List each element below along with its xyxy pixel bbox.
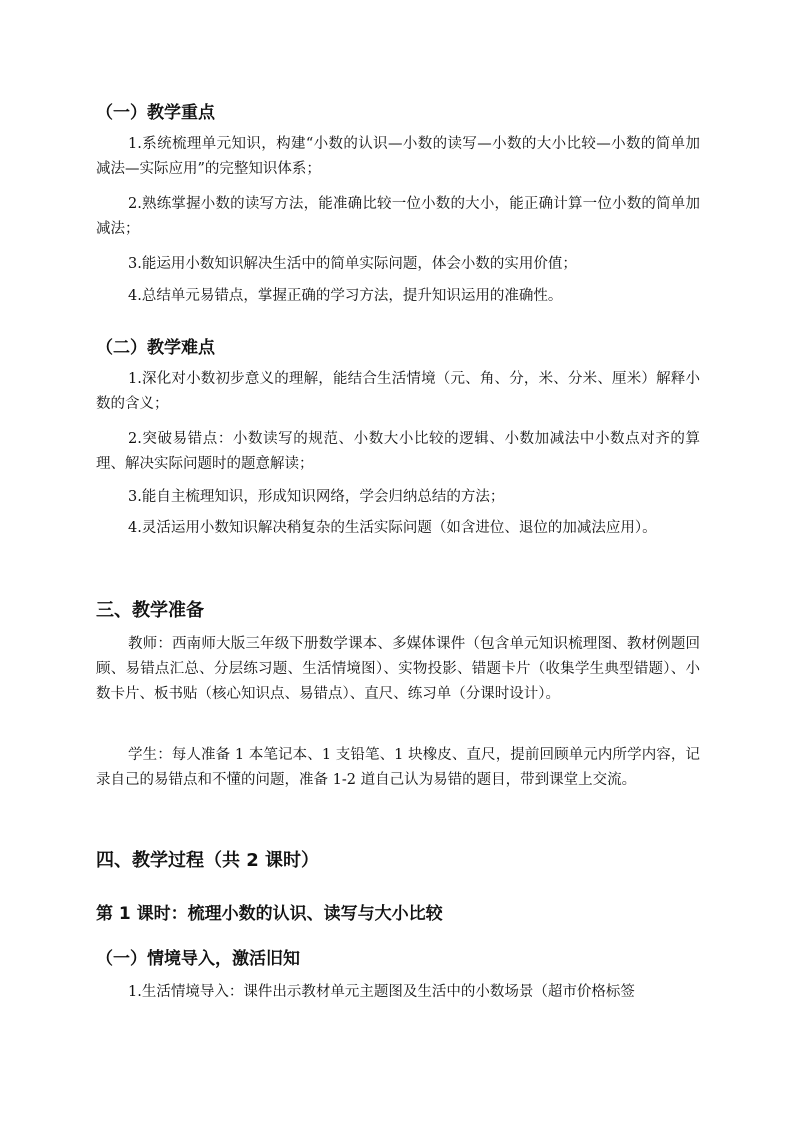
- difficulty-item-1: 1.深化对小数初步意义的理解，能结合生活情境（元、角、分，米、分米、厘米）解释小数的含义；: [96, 371, 700, 412]
- heading-situation-intro: （一）情境导入，激活旧知: [96, 949, 300, 969]
- heading-teaching-process: 四、教学过程（共 2 课时）: [96, 850, 320, 871]
- lesson1-paragraph-1: 1.生活情境导入：课件出示教材单元主题图及生活中的小数场景（超市价格标签: [128, 984, 635, 1000]
- focus-item-2: 2.熟练掌握小数的读写方法，能准确比较一位小数的大小，能正确计算一位小数的简单加减法；: [96, 196, 700, 237]
- difficulty-item-4: 4.灵活运用小数知识解决稍复杂的生活实际问题（如含进位、退位的加减法应用）。: [128, 520, 657, 536]
- preparation-student: 学生：每人准备 1 本笔记本、1 支铅笔、1 块橡皮、直尺，提前回顾单元内所学内容，记录自己的易错点和不懂的问题，准备 1-2 道自己认为易错的题目，带到课堂上交流。: [96, 747, 700, 788]
- heading-teaching-focus: （一）教学重点: [96, 103, 215, 123]
- focus-item-3: 3.能运用小数知识解决生活中的简单实际问题，体会小数的实用价值；: [128, 256, 577, 272]
- preparation-teacher: 教师：西南师大版三年级下册数学课本、多媒体课件（包含单元知识梳理图、教材例题回顾、易错点汇总、分层练习题、生活情境图）、实物投影、错题卡片（收集学生典型错题）、小数卡片、板书贴（核心知识点、易错点）、直尺、练习单（分课时设计）。: [96, 636, 700, 702]
- heading-lesson-1: 第 1 课时：梳理小数的认识、读写与大小比较: [96, 904, 443, 924]
- difficulty-item-3: 3.能自主梳理知识，形成知识网络，学会归纳总结的方法；: [128, 489, 505, 505]
- heading-teaching-difficulty: （二）教学难点: [96, 338, 215, 358]
- focus-item-1: 1.系统梳理单元知识，构建“小数的认识—小数的读写—小数的大小比较—小数的简单加减法—实际应用”的完整知识体系；: [96, 136, 700, 177]
- difficulty-item-2: 2.突破易错点：小数读写的规范、小数大小比较的逻辑、小数加减法中小数点对齐的算理、解决实际问题时的题意解读；: [96, 431, 700, 472]
- focus-item-4: 4.总结单元易错点，掌握正确的学习方法，提升知识运用的准确性。: [128, 288, 563, 304]
- heading-teaching-preparation: 三、教学准备: [96, 600, 204, 621]
